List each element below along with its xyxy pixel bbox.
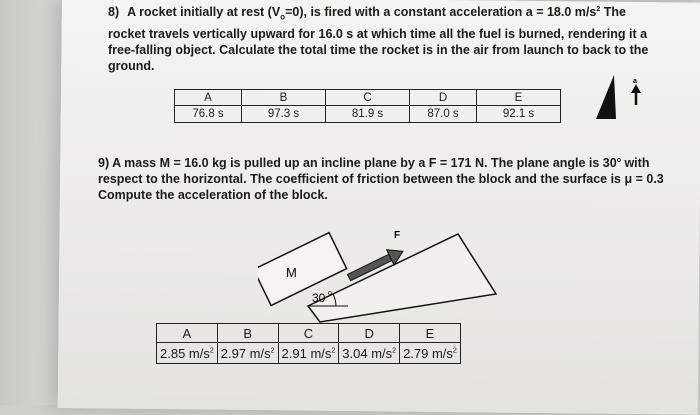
option-c-text: 2.91 m/s [281, 345, 332, 361]
unit-exponent: 2 [270, 347, 275, 355]
option-c-value: 81.9 s [326, 106, 410, 123]
unit-exponent: 2 [452, 347, 457, 355]
table-value-row [175, 106, 561, 123]
question-8-text-2: =0), is fired with a constant acceleration [285, 5, 526, 20]
question-8 [108, 2, 653, 74]
option-b-value [217, 343, 278, 364]
acceleration-label: a [633, 78, 637, 85]
friction-coefficient: μ = 0.3 [624, 172, 664, 187]
option-e-header: E [477, 90, 561, 106]
mass-label: M [286, 265, 297, 280]
option-d-header: D [410, 90, 477, 106]
option-c-header: C [278, 324, 339, 343]
force-label: F [394, 230, 401, 241]
option-b-header: B [242, 90, 326, 106]
unit-exponent: 2 [392, 347, 397, 355]
unit-exponent: 2 [209, 347, 214, 355]
rocket-triangle [596, 75, 616, 119]
rocket-diagram [590, 75, 650, 145]
option-d-value [339, 343, 400, 364]
option-b-header: B [217, 324, 278, 343]
option-e-header: E [400, 324, 461, 343]
option-d-value: 87.0 s [410, 106, 477, 123]
option-e-text: 2.79 m/s [403, 345, 453, 361]
option-d-text: 3.04 m/s [342, 345, 393, 361]
option-a-value: 76.8 s [175, 106, 242, 123]
incline-diagram [258, 224, 498, 324]
option-c-value [278, 343, 339, 364]
option-c-header: C [326, 90, 410, 106]
question-8-text-1: A rocket initially at rest (V [127, 5, 281, 20]
angle-label: 30 [312, 291, 326, 305]
option-e-value [400, 343, 461, 364]
degree-symbol: o [616, 157, 621, 164]
answer-table-q9 [156, 323, 461, 364]
acceleration-value: a = 18.0 m/s [525, 5, 597, 20]
question-9-text-3: Compute the acceleration of the block. [98, 188, 328, 203]
acceleration-exponent: 2 [596, 6, 601, 13]
v0-subscript: o [280, 12, 286, 22]
option-a-value [157, 343, 218, 364]
option-d-header: D [339, 324, 400, 343]
question-8-text-3: The rocket travels vertically upward for 16.0 s at which time all the fuel is burned, rendering it a free-falling object. Calculate the total time the rocket is in the air from launch to back to the ground. [108, 5, 649, 73]
option-a-text: 2.85 m/s [160, 345, 210, 361]
option-b-value: 97.3 s [242, 106, 326, 123]
table-header-row [175, 90, 561, 106]
table-value-row [157, 343, 461, 364]
option-b-text: 2.97 m/s [220, 345, 271, 361]
table-header-row [157, 324, 461, 343]
option-a-header: A [157, 324, 218, 343]
answer-table-q8 [174, 89, 561, 123]
question-9-text-2: with respect to the horizontal. The coefficient of friction between the block and the surface is [98, 156, 650, 187]
option-a-header: A [175, 90, 242, 106]
arrow-head [631, 84, 641, 93]
question-9 [98, 153, 678, 203]
option-e-value: 92.1 s [477, 106, 561, 123]
unit-exponent: 2 [331, 347, 336, 355]
question-8-number: 8) [108, 5, 120, 20]
background-margin [0, 0, 62, 405]
question-9-text-1: 9) A mass M = 16.0 kg is pulled up an incline plane by a F = 171 N. The plane angle is 30 [98, 156, 617, 171]
angle-degree: o [328, 290, 332, 297]
